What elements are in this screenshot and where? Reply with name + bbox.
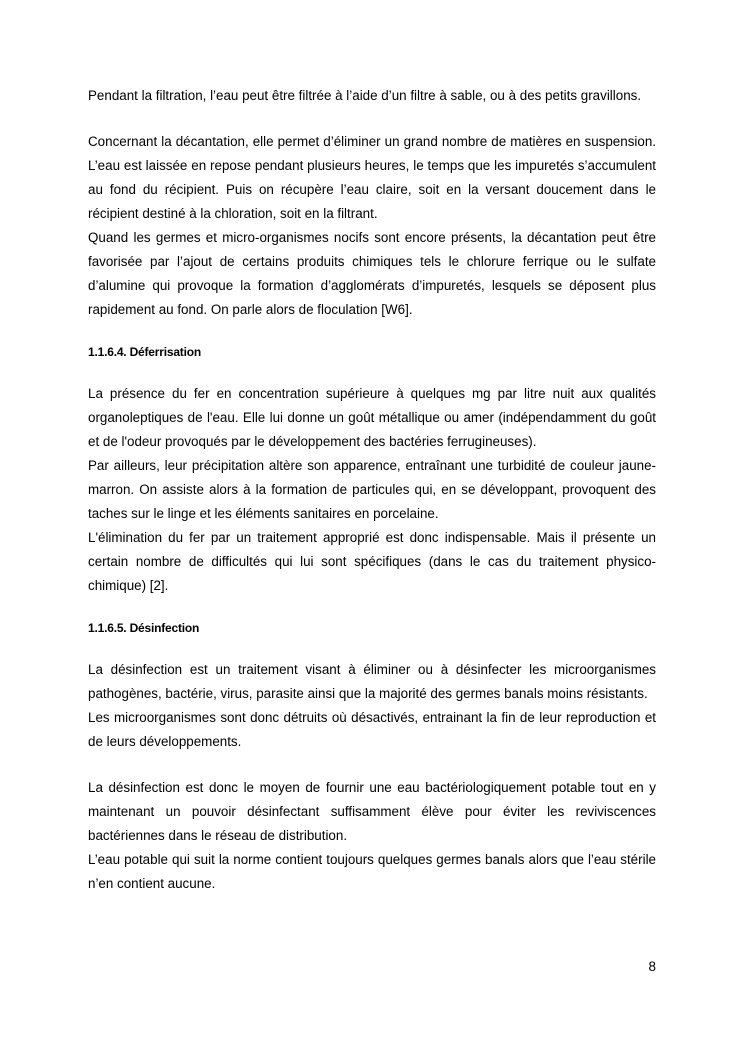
paragraph-spacer <box>88 598 656 616</box>
desinfection-paragraph-3: La désinfection est donc le moyen de fournir une eau bactériologiquement potable tout en y maintenant un pouvoir désinfectant suffisamment élève pour éviter les reviviscences bactériennes dans le réseau de distribution. <box>88 780 656 843</box>
paragraph-spacer <box>88 640 656 658</box>
section-heading-deferrisation: 1.1.6.4. Déferrisation <box>88 345 201 359</box>
desinfection-paragraph-1: La désinfection est un traitement visant à éliminer ou à désinfecter les microorganismes pathogènes, bactérie, virus, parasite ainsi que la majorité des germes banals moins résistants. <box>88 662 656 701</box>
paragraph-spacer <box>88 754 656 776</box>
page-number: 8 <box>648 959 656 974</box>
section-heading-desinfection: 1.1.6.5. Désinfection <box>88 621 200 635</box>
filtration-paragraph: Pendant la filtration, l’eau peut être filtrée à l’aide d’un filtre à sable, ou à des petits gravillons. <box>88 88 642 103</box>
deferrisation-paragraph-2: Par ailleurs, leur précipitation altère son apparence, entraînant une turbidité de couleur jaune-marron. On assiste alors à la formation de particules qui, en se développant, provoquent des taches sur le linge et les éléments sanitaires en porcelaine. <box>88 458 656 521</box>
deferrisation-paragraph-3: L'élimination du fer par un traitement approprié est donc indispensable. Mais il présente un certain nombre de difficultés qui lui sont spécifiques (dans le cas du traitement physico-chimique) [2]. <box>88 530 656 593</box>
document-page <box>88 84 656 896</box>
paragraph-spacer <box>88 364 656 382</box>
decantation-paragraph: Concernant la décantation, elle permet d’éliminer un grand nombre de matières en suspension. L’eau est laissée en repose pendant plusieurs heures, le temps que les impuretés s’accumulent au fond du récipient. Puis on récupère l’eau claire, soit en la versant doucement dans le récipient destiné à la chloration, soit en la filtrant. <box>88 134 656 221</box>
floculation-paragraph: Quand les germes et micro-organismes nocifs sont encore présents, la décantation peut être favorisée par l’ajout de certains produits chimiques tels le chlorure ferrique ou le sulfate d’alumine qui provoque la formation d’agglomérats d’impuretés, lesquels se déposent plus rapidement au fond. On parle alors de floculation [W6]. <box>88 230 656 317</box>
paragraph-spacer <box>88 108 656 130</box>
desinfection-paragraph-2: Les microorganismes sont donc détruits où désactivés, entrainant la fin de leur reproduction et de leurs développements. <box>88 710 656 749</box>
deferrisation-paragraph-1: La présence du fer en concentration supérieure à quelques mg par litre nuit aux qualités organoleptiques de l'eau. Elle lui donne un goût métallique ou amer (indépendamment du goût et de l'odeur provoqués par le développement des bactéries ferrugineuses). <box>88 386 656 449</box>
desinfection-paragraph-4: L’eau potable qui suit la norme contient toujours quelques germes banals alors que l’eau stérile n’en contient aucune. <box>88 852 656 891</box>
paragraph-spacer <box>88 322 656 340</box>
